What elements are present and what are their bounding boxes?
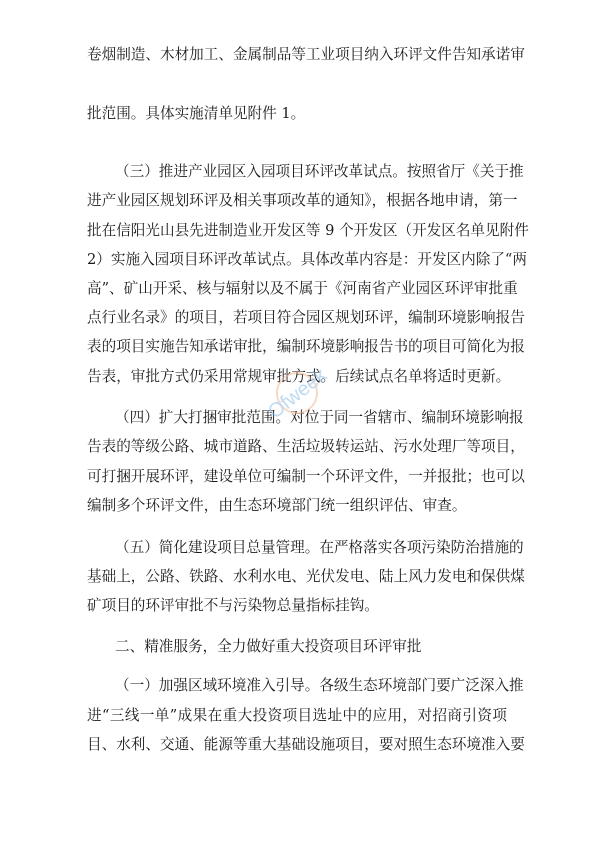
body-line: 批范围。具体实施清单见附件 1。 — [87, 105, 306, 122]
body-line: 2）实施入园项目环评改革试点。具体改革内容是：开发区内除了“两 — [87, 251, 527, 268]
body-line: 卷烟制造、木材加工、金属制品等工业项目纳入环评文件告知承诺审 — [87, 46, 525, 63]
body-line: 基础上，公路、铁路、水利水电、光伏发电、陆上风力发电和保供煤 — [87, 568, 525, 585]
body-line: 告表的等级公路、城市道路、生活垃圾转运站、污水处理厂等项目， — [87, 438, 525, 455]
body-line: 进“三线一单”成果在重大投资项目选址中的应用，对招商引资项 — [87, 707, 507, 724]
body-line: （三）推进产业园区入园项目环评改革试点。按照省厅《关于推 — [115, 163, 524, 180]
body-line: （四）扩大打捆审批范围。对位于同一省辖市、编制环境影响报 — [115, 409, 524, 426]
section-heading: 二、精准服务，全力做好重大投资项目环评审批 — [115, 638, 422, 655]
body-line: 进产业园区规划环评及相关事项改革的通知》，根据各地申请，第一 — [87, 192, 518, 209]
body-line: 点行业名录》的项目，若项目符合园区规划环评，编制环境影响报告 — [87, 309, 525, 326]
body-line: 高”、矿山开采、核与辐射以及不属于《河南省产业园区环评审批重 — [87, 280, 518, 297]
body-line: 编制多个环评文件，由生态环境部门统一组织评估、审查。 — [87, 497, 467, 514]
body-line: 批在信阳光山县先进制造业开发区等 9 个开发区（开发区名单见附件 — [87, 222, 529, 239]
body-line: 目、水利、交通、能源等重大基础设施项目，要对照生态环境准入要 — [87, 736, 525, 753]
body-line: （一）加强区域环境准入引导。各级生态环境部门要广泛深入推 — [115, 677, 524, 694]
body-line: 可打捆开展环评，建设单位可编制一个环评文件，一并报批；也可以 — [87, 468, 525, 485]
body-line: （五）简化建设项目总量管理。在严格落实各项污染防治措施的 — [115, 539, 524, 556]
body-line: 矿项目的环评审批不与污染物总量指标挂钩。 — [87, 597, 379, 614]
body-line: 告表，审批方式仍采用常规审批方式。后续试点名单将适时更新。 — [87, 368, 511, 385]
body-line: 表的项目实施告知承诺审批，编制环境影响报告书的项目可简化为报 — [87, 338, 525, 355]
watermark-text: Ofweek — [264, 364, 332, 424]
